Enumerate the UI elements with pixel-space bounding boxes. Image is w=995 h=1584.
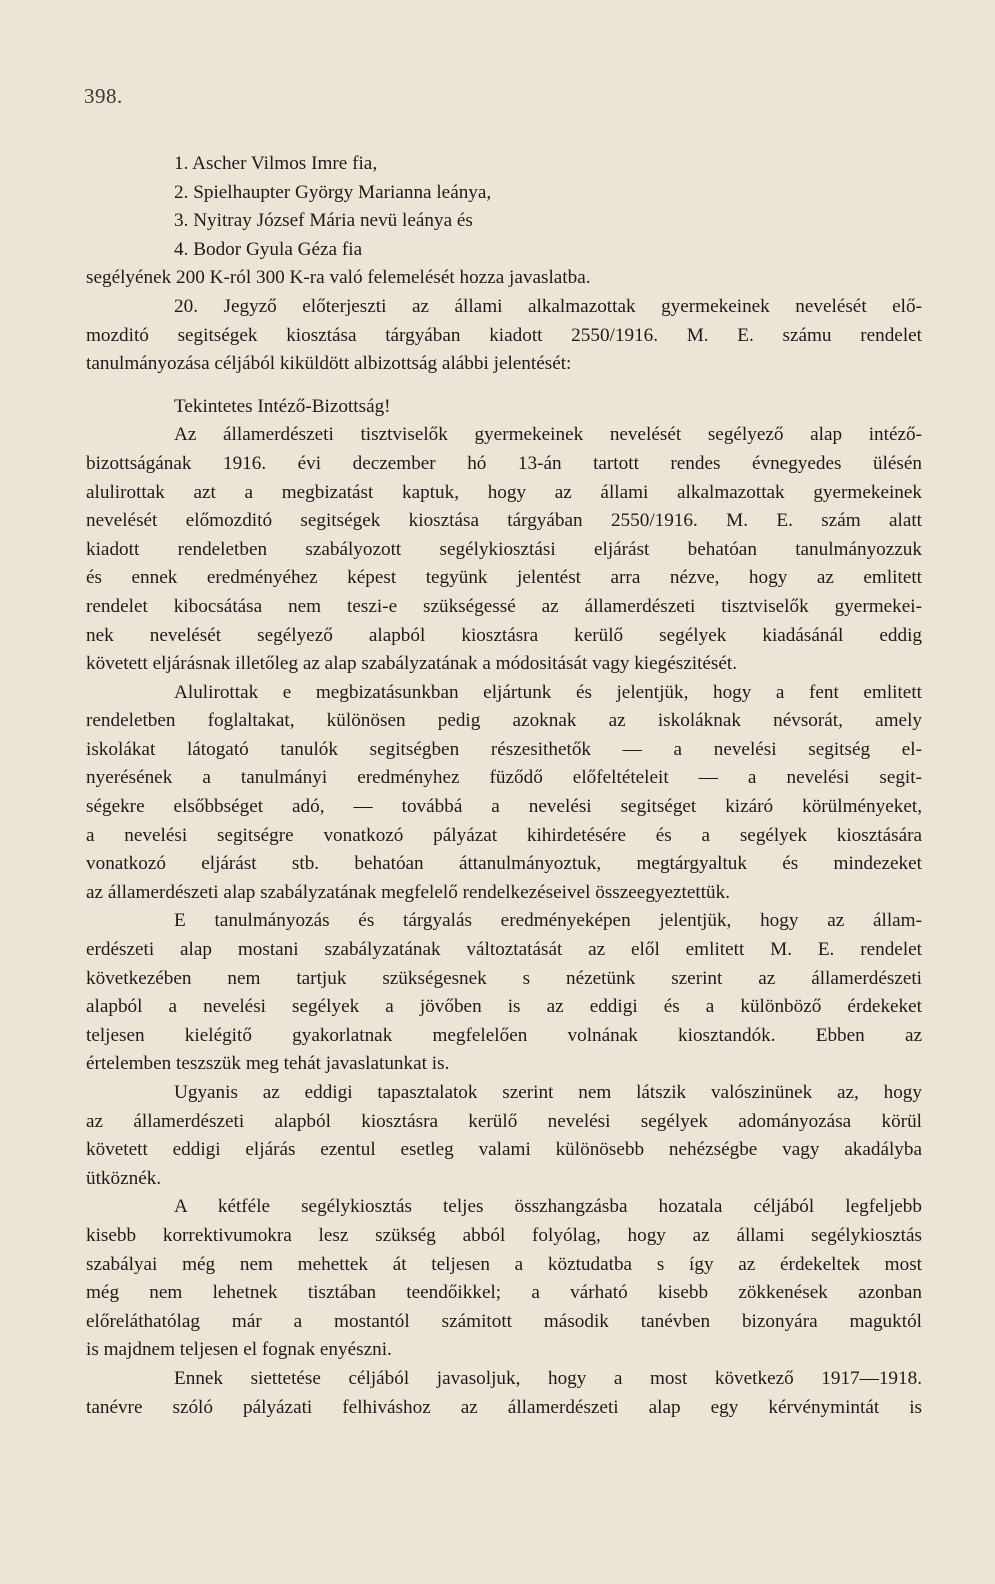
text-line: mozditó segitségek kiosztása tárgyában kiadott 2550/1916. M. E. számu rendelet <box>86 324 922 346</box>
text-line: a nevelési segitségre vonatkozó pályázat kihirdetésére és a segélyek kiosztására <box>86 824 922 846</box>
text-line: nek nevelését segélyező alapból kiosztásra kerülő segélyek kiadásánál eddig <box>86 624 922 646</box>
page-number: 398. <box>84 84 123 108</box>
text-line: kiadott rendeletben szabályozott segélykiosztási eljárást behatóan tanulmányozzuk <box>86 538 922 560</box>
text-line: 3. Nyitray József Mária nevü leánya és <box>174 210 473 232</box>
text-line: vonatkozó eljárást stb. behatóan áttanulmányoztuk, megtárgyaltuk és mindezeket <box>86 853 922 875</box>
text-line: Ugyanis az eddigi tapasztalatok szerint nem látszik valószinünek az, hogy <box>174 1082 922 1103</box>
text-line: A kétféle segélykiosztás teljes összhangzásba hozatala céljából legfeljebb <box>174 1196 922 1218</box>
text-line: előreláthatólag már a mostantól számitott második tanévben bizonyára maguktól <box>86 1310 922 1332</box>
text-line: értelemben teszszük meg tehát javaslatunkat is. <box>86 1053 450 1075</box>
text-line: iskolákat látogató tanulók segitségben részesithetők — a nevelési segitség el- <box>86 738 922 760</box>
text-line: az államerdészeti alap szabályzatának megfelelő rendelkezéseivel összeegyeztettük. <box>86 881 731 903</box>
text-line: követett eddigi eljárás ezentul esetleg valami különösebb nehézségbe vagy akadályba <box>86 1139 922 1161</box>
text-line: alulirottak azt a megbizatást kaptuk, hogy az állami alkalmazottak gyermekeinek <box>86 481 922 503</box>
text-line: bizottságának 1916. évi deczember hó 13-án tartott rendes évnegyedes ülésén <box>86 452 922 474</box>
text-line: kisebb korrektivumokra lesz szükség abból folyólag, hogy az állami segélykiosztás <box>86 1224 922 1246</box>
text-line: és ennek eredményéhez képest tegyünk jelentést arra nézve, hogy az emlitett <box>86 567 922 589</box>
text-line: követett eljárásnak illetőleg az alap szabályzatának a módositását vagy kiegészitését. <box>86 653 738 675</box>
text-line: 4. Bodor Gyula Géza fia <box>174 238 363 260</box>
text-line: Tekintetes Intéző-Bizottság! <box>174 395 391 417</box>
text-line: teljesen kielégitő gyakorlatnak megfelelően volnának kiosztandók. Ebben az <box>86 1024 922 1046</box>
text-line: ségekre elsőbbséget adó, — továbbá a nevelési segitséget kizáró körülményeket, <box>86 796 922 818</box>
text-line: következében nem tartjuk szükségesnek s nézetünk szerint az államerdészeti <box>86 967 922 989</box>
text-line: tanévre szóló pályázati felhiváshoz az államerdészeti alap egy kérvénymintát is <box>86 1396 922 1418</box>
text-line: E tanulmányozás és tárgyalás eredményeképen jelentjük, hogy az állam- <box>174 910 922 932</box>
document-body <box>86 150 922 1422</box>
text-line: nyerésének a tanulmányi eredményhez füződő előfeltételeit — a nevelési segit- <box>86 767 922 789</box>
text-line: az államerdészeti alapból kiosztásra kerülő nevelési segélyek adományozása körül <box>86 1110 922 1132</box>
text-line: még nem lehetnek tisztában teendőikkel; a várható kisebb zökkenések azonban <box>86 1282 922 1304</box>
text-line: Ennek siettetése céljából javasoljuk, hogy a most következő 1917—1918. <box>174 1367 922 1389</box>
text-line: rendelet kibocsátása nem teszi-e szükségessé az államerdészeti tisztviselők gyermekei- <box>86 595 922 617</box>
text-line: ütköznék. <box>86 1167 162 1189</box>
text-line: erdészeti alap mostani szabályzatának változtatását az elől emlitett M. E. rendelet <box>86 939 922 961</box>
paragraph-gap <box>86 379 922 393</box>
text-line: szabályai még nem mehettek át teljesen a köztudatba s így az érdekeltek most <box>86 1253 922 1275</box>
text-line: tanulmányozása céljából kiküldött albizottság alábbi jelentését: <box>86 353 572 375</box>
text-line: 20. Jegyző előterjeszti az állami alkalmazottak gyermekeinek nevelését elő- <box>174 295 922 317</box>
text-line: 2. Spielhaupter György Marianna leánya, <box>174 181 492 203</box>
text-line: rendeletben foglaltakat, különösen pedig azoknak az iskoláknak névsorát, amely <box>86 710 922 732</box>
text-line: segélyének 200 K-ról 300 K-ra való felemelését hozza javaslatba. <box>86 267 591 289</box>
text-line: 1. Ascher Vilmos Imre fia, <box>174 153 378 174</box>
text-line: Az államerdészeti tisztviselők gyermekeinek nevelését segélyező alap intéző- <box>174 424 922 446</box>
text-line: nevelését előmozditó segitségek kiosztása tárgyában 2550/1916. M. E. szám alatt <box>86 510 922 532</box>
text-line: Alulirottak e megbizatásunkban eljártunk és jelentjük, hogy a fent emlitett <box>174 681 922 703</box>
text-line: is majdnem teljesen el fognak enyészni. <box>86 1339 392 1361</box>
text-line: alapból a nevelési segélyek a jövőben is az eddigi és a különböző érdekeket <box>86 996 922 1018</box>
